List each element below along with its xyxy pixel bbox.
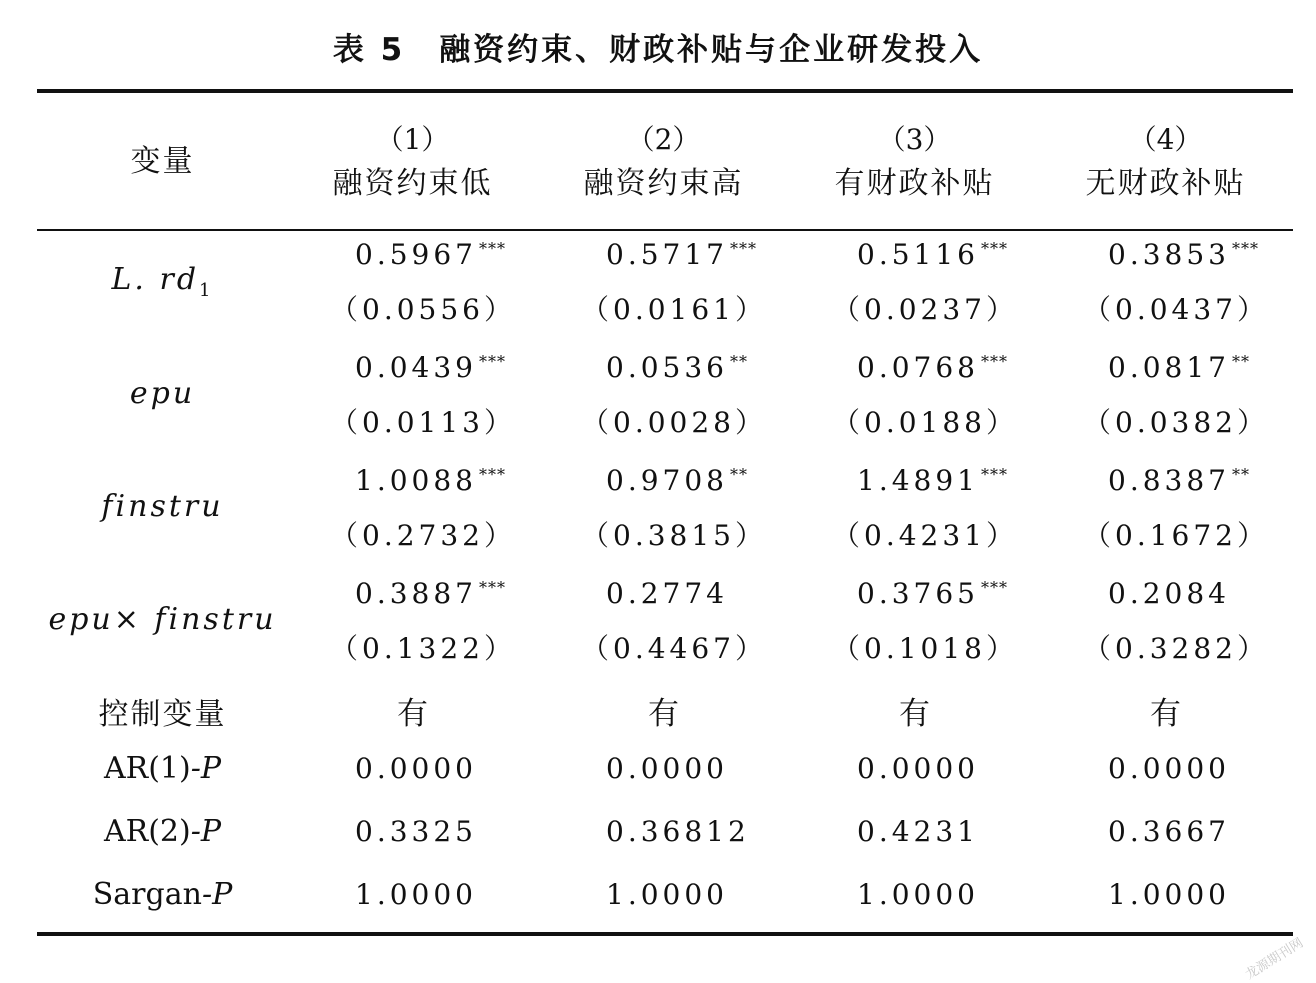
header-col-index: （4） <box>1128 123 1203 156</box>
coef-cell: 0.5967 *** <box>355 238 506 271</box>
coef-cell: 0.9708 ** <box>606 464 748 497</box>
test-value: 1.0000 <box>857 878 979 911</box>
test-value: 0.4231 <box>857 815 979 848</box>
row-var-ar2: AR(2)-P <box>103 814 222 849</box>
coef-cell: 0.2774 <box>606 577 728 610</box>
controls-value: 有 <box>1150 696 1181 732</box>
se-cell: （0.0161） <box>581 293 767 326</box>
se-cell: （0.0188） <box>832 406 1018 439</box>
table-title <box>0 24 1316 69</box>
header-col-3 <box>802 118 1027 206</box>
se-cell: （0.1018） <box>832 632 1018 665</box>
se-cell: （0.4231） <box>832 519 1018 552</box>
row-var-ar1: AR(1)-P <box>103 751 222 786</box>
se-cell: （0.0556） <box>330 293 516 326</box>
controls-value: 有 <box>397 696 428 732</box>
se-cell: （0.1322） <box>330 632 516 665</box>
coef-cell: 0.3853 *** <box>1108 238 1259 271</box>
coef-cell: 0.0536 ** <box>606 351 748 384</box>
header-col-index: （1） <box>375 123 450 156</box>
header-col-4 <box>1053 118 1278 206</box>
table-number: 表 5 <box>332 32 406 68</box>
controls-value: 有 <box>899 696 930 732</box>
se-cell: （0.0113） <box>330 406 516 439</box>
se-cell: （0.3282） <box>1083 632 1269 665</box>
bottom-rule <box>37 932 1293 936</box>
coef-cell: 1.4891 *** <box>857 464 1008 497</box>
se-cell: （0.0028） <box>581 406 767 439</box>
header-col-name: 无财政补贴 <box>1085 166 1246 201</box>
test-value: 1.0000 <box>355 878 477 911</box>
test-value: 1.0000 <box>1108 878 1230 911</box>
row-var-controls: 控制变量 <box>98 697 227 732</box>
test-value: 0.0000 <box>1108 752 1230 785</box>
se-cell: （0.4467） <box>581 632 767 665</box>
coef-cell: 0.3765 *** <box>857 577 1008 610</box>
coef-cell: 0.3887 *** <box>355 577 506 610</box>
row-var-epu-x-finstru: epu× finstru <box>48 602 277 637</box>
coef-cell: 0.5717 *** <box>606 238 757 271</box>
header-col-name: 融资约束高 <box>583 166 744 201</box>
se-cell: （0.3815） <box>581 519 767 552</box>
test-value: 0.3667 <box>1108 815 1230 848</box>
row-var-lrd1: L. $rd_1$ <box>111 262 214 301</box>
coef-cell: 0.0817 ** <box>1108 351 1250 384</box>
se-cell: （0.1672） <box>1083 519 1269 552</box>
header-rule <box>37 229 1293 231</box>
header-col-index: （2） <box>626 123 701 156</box>
header-col-index: （3） <box>877 123 952 156</box>
header-col-name: 有财政补贴 <box>834 166 995 201</box>
test-value: 0.0000 <box>857 752 979 785</box>
test-value: 0.36812 <box>606 815 750 848</box>
coef-cell: 0.0439 *** <box>355 351 506 384</box>
watermark: 龙源期刊网 <box>1243 935 1307 983</box>
row-var-sargan: Sargan-P <box>92 877 233 912</box>
row-var-finstru: finstru <box>101 489 224 524</box>
header-variable: 变量 <box>130 144 195 179</box>
test-value: 0.0000 <box>606 752 728 785</box>
coef-cell: 0.5116 *** <box>857 238 1008 271</box>
se-cell: （0.2732） <box>330 519 516 552</box>
header-col-2 <box>551 118 776 206</box>
row-var-epu: epu <box>129 376 196 411</box>
table-caption: 融资约束、财政补贴与企业研发投入 <box>439 32 984 68</box>
coef-cell: 0.2084 <box>1108 577 1230 610</box>
test-value: 0.0000 <box>355 752 477 785</box>
controls-value: 有 <box>648 696 679 732</box>
se-cell: （0.0237） <box>832 293 1018 326</box>
coef-cell: 0.8387 ** <box>1108 464 1250 497</box>
coef-cell: 1.0088 *** <box>355 464 506 497</box>
header-col-1 <box>300 118 525 206</box>
coef-cell: 0.0768 *** <box>857 351 1008 384</box>
se-cell: （0.0382） <box>1083 406 1269 439</box>
test-value: 1.0000 <box>606 878 728 911</box>
top-rule <box>37 89 1293 93</box>
se-cell: （0.0437） <box>1083 293 1269 326</box>
test-value: 0.3325 <box>355 815 477 848</box>
header-col-name: 融资约束低 <box>332 166 493 201</box>
